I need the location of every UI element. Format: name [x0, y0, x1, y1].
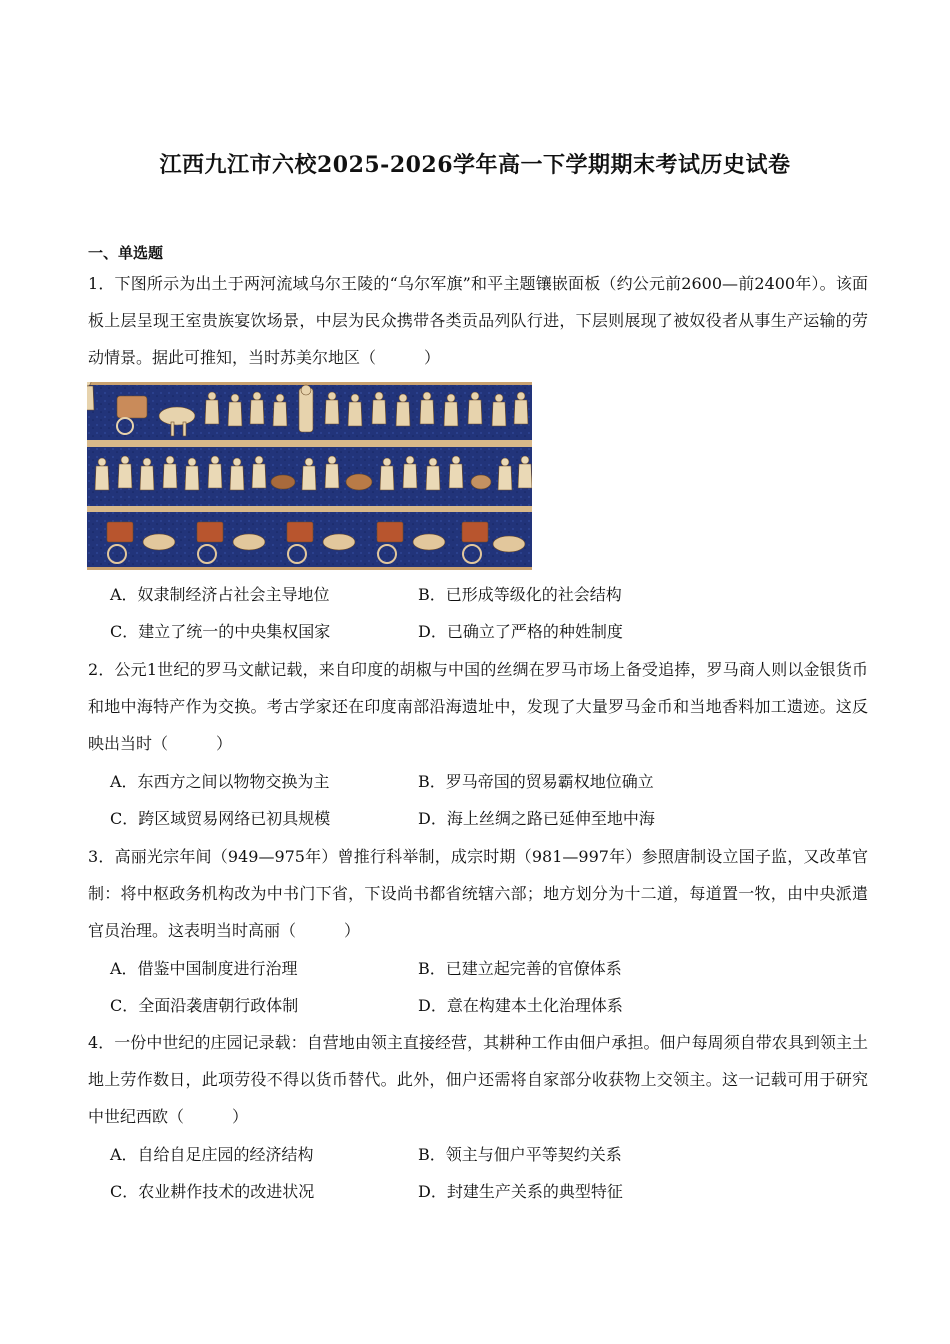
section-heading: 一、单选题: [88, 244, 164, 262]
mosaic-panel-illustration: [87, 382, 532, 570]
q4-option-b: B．领主与佃户平等契约关系: [418, 1145, 622, 1164]
question-3-stem: 3．高丽光宗年间（949—975年）曾推行科举制，成宗时期（981—997年）参照唐制设立国子监，又改革官制：将中枢政务机构改为中书门下省，下设尚书都省统辖六部；地方划分为十二道，每道置一牧，由中央派遣官员治理。这表明当时高丽（ ）: [88, 847, 868, 940]
question-1-stem: 1．下图所示为出土于两河流域乌尔王陵的“乌尔军旗”和平主题镶嵌面板（约公元前2600—前2400年）。该面板上层呈现王室贵族宴饮场景，中层为民众携带各类贡品列队行进，下层则展现了被奴役者从事生产运输的劳动情景。据此可推知，当时苏美尔地区（ ）: [88, 274, 868, 367]
q3-option-b: B．已建立起完善的官僚体系: [418, 959, 622, 978]
q2-option-a: A．东西方之间以物物交换为主: [110, 772, 330, 791]
question-2-options: [110, 763, 810, 837]
standard-of-ur-image: [87, 382, 532, 570]
q2-option-c: C．跨区域贸易网络已初具规模: [110, 809, 331, 828]
q1-option-d: D．已确立了严格的种姓制度: [418, 622, 623, 641]
question-4-options: [110, 1136, 810, 1210]
document-title: 江西九江市六校2025-2026学年高一下学期期末考试历史试卷: [159, 152, 791, 178]
q1-option-b: B．已形成等级化的社会结构: [418, 585, 622, 604]
q3-option-c: C．全面沿袭唐朝行政体制: [110, 996, 299, 1015]
question-3-options: [110, 950, 810, 1024]
q4-option-a: A．自给自足庄园的经济结构: [110, 1145, 314, 1164]
question-4-stem: 4．一份中世纪的庄园记录载：自营地由领主直接经营，其耕种工作由佃户承担。佃户每周须自带农具到领主土地上劳作数日，此项劳役不得以货币替代。此外，佃户还需将自家部分收获物上交领主。这一记载可用于研究中世纪西欧（ ）: [88, 1033, 868, 1126]
question-2-stem: 2．公元1世纪的罗马文献记载，来自印度的胡椒与中国的丝绸在罗马市场上备受追捧，罗马商人则以金银货币和地中海特产作为交换。考古学家还在印度南部沿海遗址中，发现了大量罗马金币和当地香料加工遗迹。这反映出当时（ ）: [88, 660, 868, 753]
q2-option-b: B．罗马帝国的贸易霸权地位确立: [418, 772, 654, 791]
q1-option-c: C．建立了统一的中央集权国家: [110, 622, 331, 641]
q1-option-a: A．奴隶制经济占社会主导地位: [110, 585, 330, 604]
q3-option-d: D．意在构建本土化治理体系: [418, 996, 623, 1015]
q4-option-d: D．封建生产关系的典型特征: [418, 1182, 623, 1201]
question-1-options: [110, 576, 810, 650]
q4-option-c: C．农业耕作技术的改进状况: [110, 1182, 315, 1201]
q3-option-a: A．借鉴中国制度进行治理: [110, 959, 298, 978]
q2-option-d: D．海上丝绸之路已延伸至地中海: [418, 809, 655, 828]
